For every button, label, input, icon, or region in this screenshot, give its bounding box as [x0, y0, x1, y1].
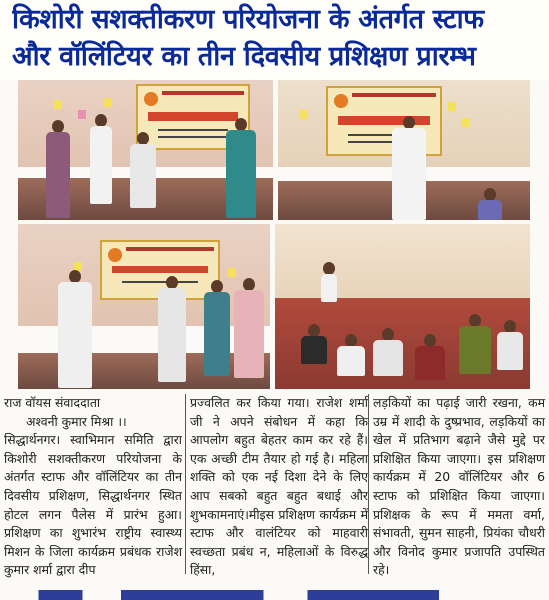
- person: [58, 270, 92, 388]
- headline-block: [0, 0, 549, 80]
- banner-logo-icon: [144, 92, 158, 106]
- byline-source: राज वॉयस संवाददाता: [4, 395, 101, 410]
- person: [321, 262, 337, 302]
- photo-top-right: [278, 80, 530, 220]
- person: [130, 132, 156, 208]
- person: [204, 280, 230, 376]
- sticky-note: [228, 268, 236, 277]
- column-divider: [368, 394, 369, 574]
- article-column-1: [4, 394, 182, 580]
- person: [392, 116, 426, 220]
- byline-author: अश्वनी कुमार मिश्रा ।।: [26, 413, 127, 429]
- person: [373, 328, 403, 376]
- photo-top-left: [18, 80, 273, 220]
- headline-line-1: किशोरी सशक्तीकरण परियोजना के अंतर्गत स्टाफ: [12, 4, 484, 35]
- person: [226, 118, 256, 218]
- person: [46, 120, 70, 218]
- person: [415, 334, 445, 380]
- person: [234, 278, 264, 378]
- photo-wall: [275, 224, 530, 298]
- sticky-note: [54, 100, 62, 109]
- sticky-note: [300, 110, 308, 119]
- banner-logo-icon: [334, 94, 348, 108]
- banner-title-mark: [126, 247, 214, 251]
- person: [90, 114, 112, 204]
- article-body: [0, 394, 549, 578]
- article-text: प्रज्वलित कर किया गया। राजेश शर्मा जी ने अपने संबोधन में कहा कि आपलोग बहुत बेहतर काम कर रहे हैं। एक अच्छी टीम तैयार हो गई है। महिला शक्ति को एक नई दिशा देने के लिए आप सबको बहुत बहुत बधाई और शुभकामनाएं।मीइस प्रशिक्षण कार्यक्रम में स्टाफ और वालंटियर को माहवारी स्वच्छता प्रबंध न, महिलाओं के विरुद्ध हिंसा,: [190, 395, 368, 578]
- photo-bottom-left: [18, 224, 270, 389]
- sticky-note: [103, 98, 111, 107]
- article-text: सिद्धार्थनगर। स्वाभिमान समिति द्वारा किशोरी सशक्तीकरण परियोजना के अंतर्गत स्टाफ और वॉलिंटियर का तीन दिवसीय प्रशिक्षण, सिद्धार्थनगर स्थित होटल लगन पैलेस में प्रारंभ हुआ। प्रशिक्षण का शुभारंभ राष्ट्रीय स्वास्थ्य मिशन के जिला कार्यक्रम प्रबंधक राजेश कुमार शर्मा द्वारा दीप: [4, 432, 182, 578]
- person: [337, 334, 365, 376]
- banner-line: [158, 136, 228, 138]
- article-column-3: [373, 394, 545, 580]
- person: [497, 320, 523, 370]
- sticky-note: [448, 102, 456, 111]
- column-divider: [185, 394, 186, 574]
- banner-logo-icon: [108, 248, 122, 262]
- person: [158, 276, 186, 382]
- photo-bottom-right: [275, 224, 530, 389]
- banner-line: [158, 129, 228, 131]
- banner-strip: [112, 266, 208, 274]
- sticky-note: [78, 110, 86, 119]
- person: [459, 314, 491, 374]
- banner-strip: [148, 112, 238, 121]
- photo-floor: [18, 353, 270, 389]
- sticky-note: [462, 118, 470, 127]
- article-text: लड़कियों का पढ़ाई जारी रखना, कम उम्र में शादी के दुष्प्रभाव, लड़कियों का खेल में प्रतिभाग बढ़ाने जैसे मुद्दे पर प्रशिक्षित किया जाएगा। इस प्रशिक्षण कार्यक्रम में 20 वॉलिंटियर और 6 स्टाफ को प्रशिक्षित किया जाएगा। प्रशिक्षक के रूप में ममता वर्मा, संभावती, सुमन साहनी, प्रियंका चौधरी और विनोद कुमार प्रजापति उपस्थित रहे।: [373, 395, 545, 578]
- article-column-2: [190, 394, 368, 580]
- person: [301, 324, 327, 364]
- banner-title-mark: [162, 91, 244, 95]
- cropped-next-headline: [0, 590, 549, 600]
- person: [478, 188, 502, 220]
- headline-line-2: और वॉलिंटियर का तीन दिवसीय प्रशिक्षण प्रारम्भ: [12, 41, 476, 72]
- banner-title-mark: [352, 93, 436, 97]
